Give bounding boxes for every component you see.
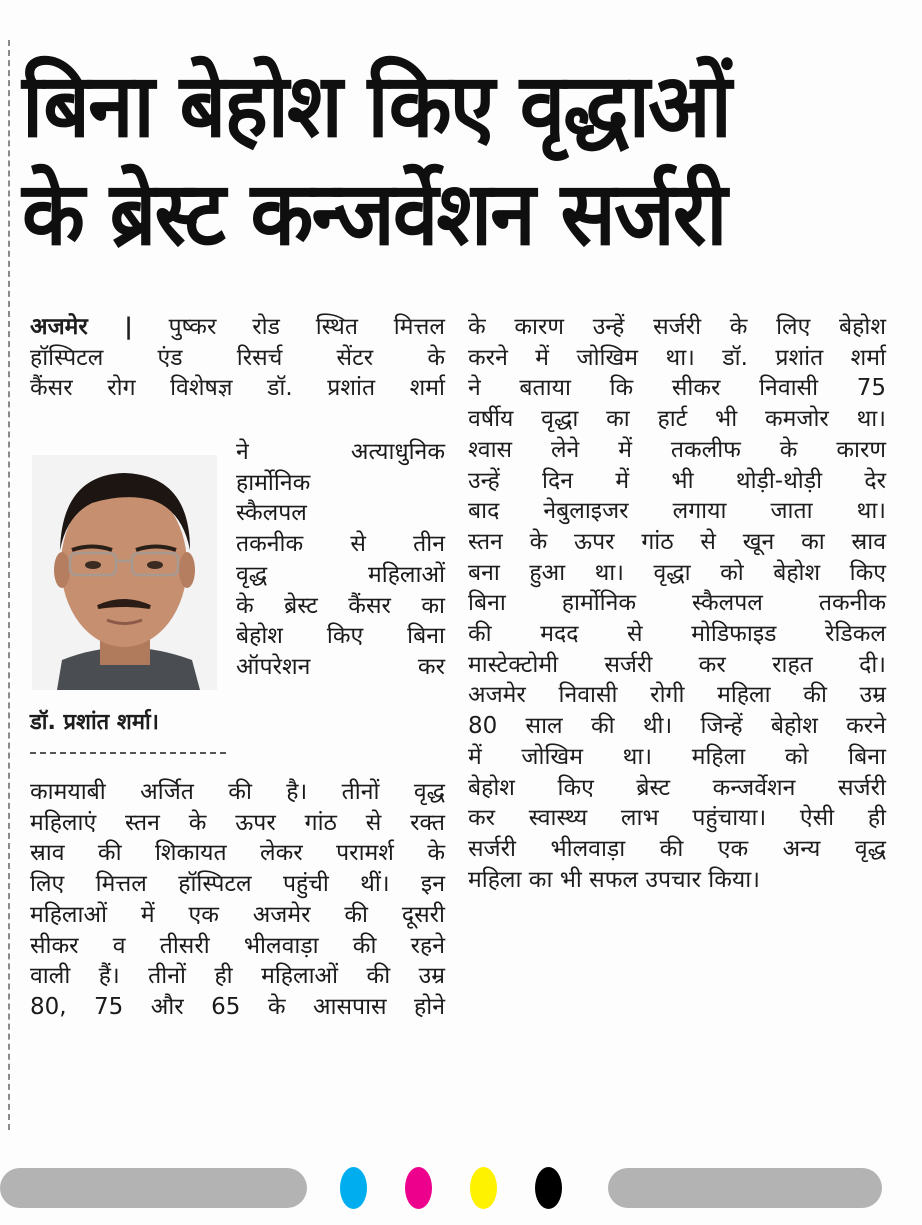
text-line: ने बताया कि सीकर निवासी 75 (468, 375, 886, 402)
text-line: अजमेर | पुष्कर रोड स्थित मित्तल (30, 314, 445, 340)
headline-line-1: बिना बेहोश किए वृद्धाओं (22, 54, 730, 157)
text-line: कामयाबी अर्जित की है। तीनों वृद्ध (30, 779, 445, 805)
text-line: हॉस्पिटल एंड रिसर्च सेंटर के (30, 344, 445, 371)
text-line: वृद्ध महिलाओं (236, 561, 445, 588)
text-line: बना हुआ था। वृद्धा को बेहोश किए (468, 559, 886, 586)
text-line: की मदद से मोडिफाइड रेडिकल (468, 621, 886, 648)
text-line: 80, 75 और 65 के आसपास होने (30, 993, 445, 1020)
registration-bar-right (608, 1168, 882, 1208)
text-line: तकनीक से तीन (236, 531, 445, 558)
text-line: करने में जोखिम था। डॉ. प्रशांत शर्मा (468, 344, 886, 371)
text-line: उन्हें दिन में भी थोड़ी-थोड़ी देर (468, 467, 886, 494)
text-line: के कारण उन्हें सर्जरी के लिए बेहोश (468, 314, 886, 340)
text-line: महिलाएं स्तन के ऊपर गांठ से रक्त (30, 809, 445, 836)
text-line: महिलाओं में एक अजमेर की दूसरी (30, 901, 445, 928)
cyan-registration-dot (340, 1167, 367, 1209)
headline (22, 52, 902, 268)
text-line: श्वास लेने में तकलीफ के कारण (468, 436, 886, 463)
text-line: ने अत्याधुनिक (236, 439, 445, 465)
portrait-image (32, 455, 217, 690)
text-line: कर स्वास्थ्य लाभ पहुंचाया। ऐसी ही (468, 805, 886, 832)
text-line: स्राव की शिकायत लेकर परामर्श के (30, 840, 445, 867)
black-registration-dot (535, 1167, 562, 1209)
caption-divider (30, 752, 226, 754)
yellow-registration-dot (470, 1167, 497, 1209)
text-line: सर्जरी भीलवाड़ा की एक अन्य वृद्ध (468, 835, 886, 862)
text-line: वर्षीय वृद्धा का हार्ट भी कमजोर था। (468, 406, 886, 433)
text-line: महिला का भी सफल उपचार किया। (468, 866, 760, 893)
registration-bar-left (0, 1168, 307, 1208)
column-1-wrap (236, 437, 445, 683)
text-line: मास्टेक्टोमी सर्जरी कर राहत दी। (468, 651, 886, 678)
magenta-registration-dot (405, 1167, 432, 1209)
headline-line-2: के ब्रेस्ट कन्जर्वेशन सर्जरी (22, 162, 726, 265)
text-line: में जोखिम था। महिला को बिना (468, 743, 886, 770)
text-line: स्कैलपल (236, 500, 307, 527)
text-line: के ब्रेस्ट कैंसर का (236, 592, 445, 619)
text-line: बेहोश किए ब्रेस्ट कन्जर्वेशन सर्जरी (468, 774, 886, 801)
text-line: स्तन के ऊपर गांठ से खून का स्राव (468, 528, 886, 555)
text-line: लिए मित्तल हॉस्पिटल पहुंची थीं। इन (30, 871, 445, 898)
text-line: बेहोश किए बिना (236, 623, 445, 650)
author-photo (32, 455, 217, 690)
text-line: बिना हार्मोनिक स्कैलपल तकनीक (468, 590, 886, 617)
text-line: 80 साल की थी। जिन्हें बेहोश करने (468, 713, 886, 740)
text-line: बाद नेबुलाइजर लगाया जाता था। (468, 498, 886, 525)
column-1-bottom (30, 777, 445, 1023)
text-line: ऑपरेशन कर (236, 653, 445, 680)
text-line: अजमेर निवासी रोगी महिला की उम्र (468, 682, 886, 709)
dateline: अजमेर | (30, 314, 133, 340)
text-line: वाली हैं। तीनों ही महिलाओं की उम्र (30, 963, 445, 990)
column-1-top (30, 312, 445, 404)
text-line: सीकर व तीसरी भीलवाड़ा की रहने (30, 932, 445, 959)
column-rule (8, 40, 10, 1130)
photo-caption: डॉ. प्रशांत शर्मा। (30, 710, 160, 735)
text-line: हार्मोनिक (236, 469, 311, 496)
column-2 (468, 312, 886, 895)
text-line: कैंसर रोग विशेषज्ञ डॉ. प्रशांत शर्मा (30, 375, 445, 402)
